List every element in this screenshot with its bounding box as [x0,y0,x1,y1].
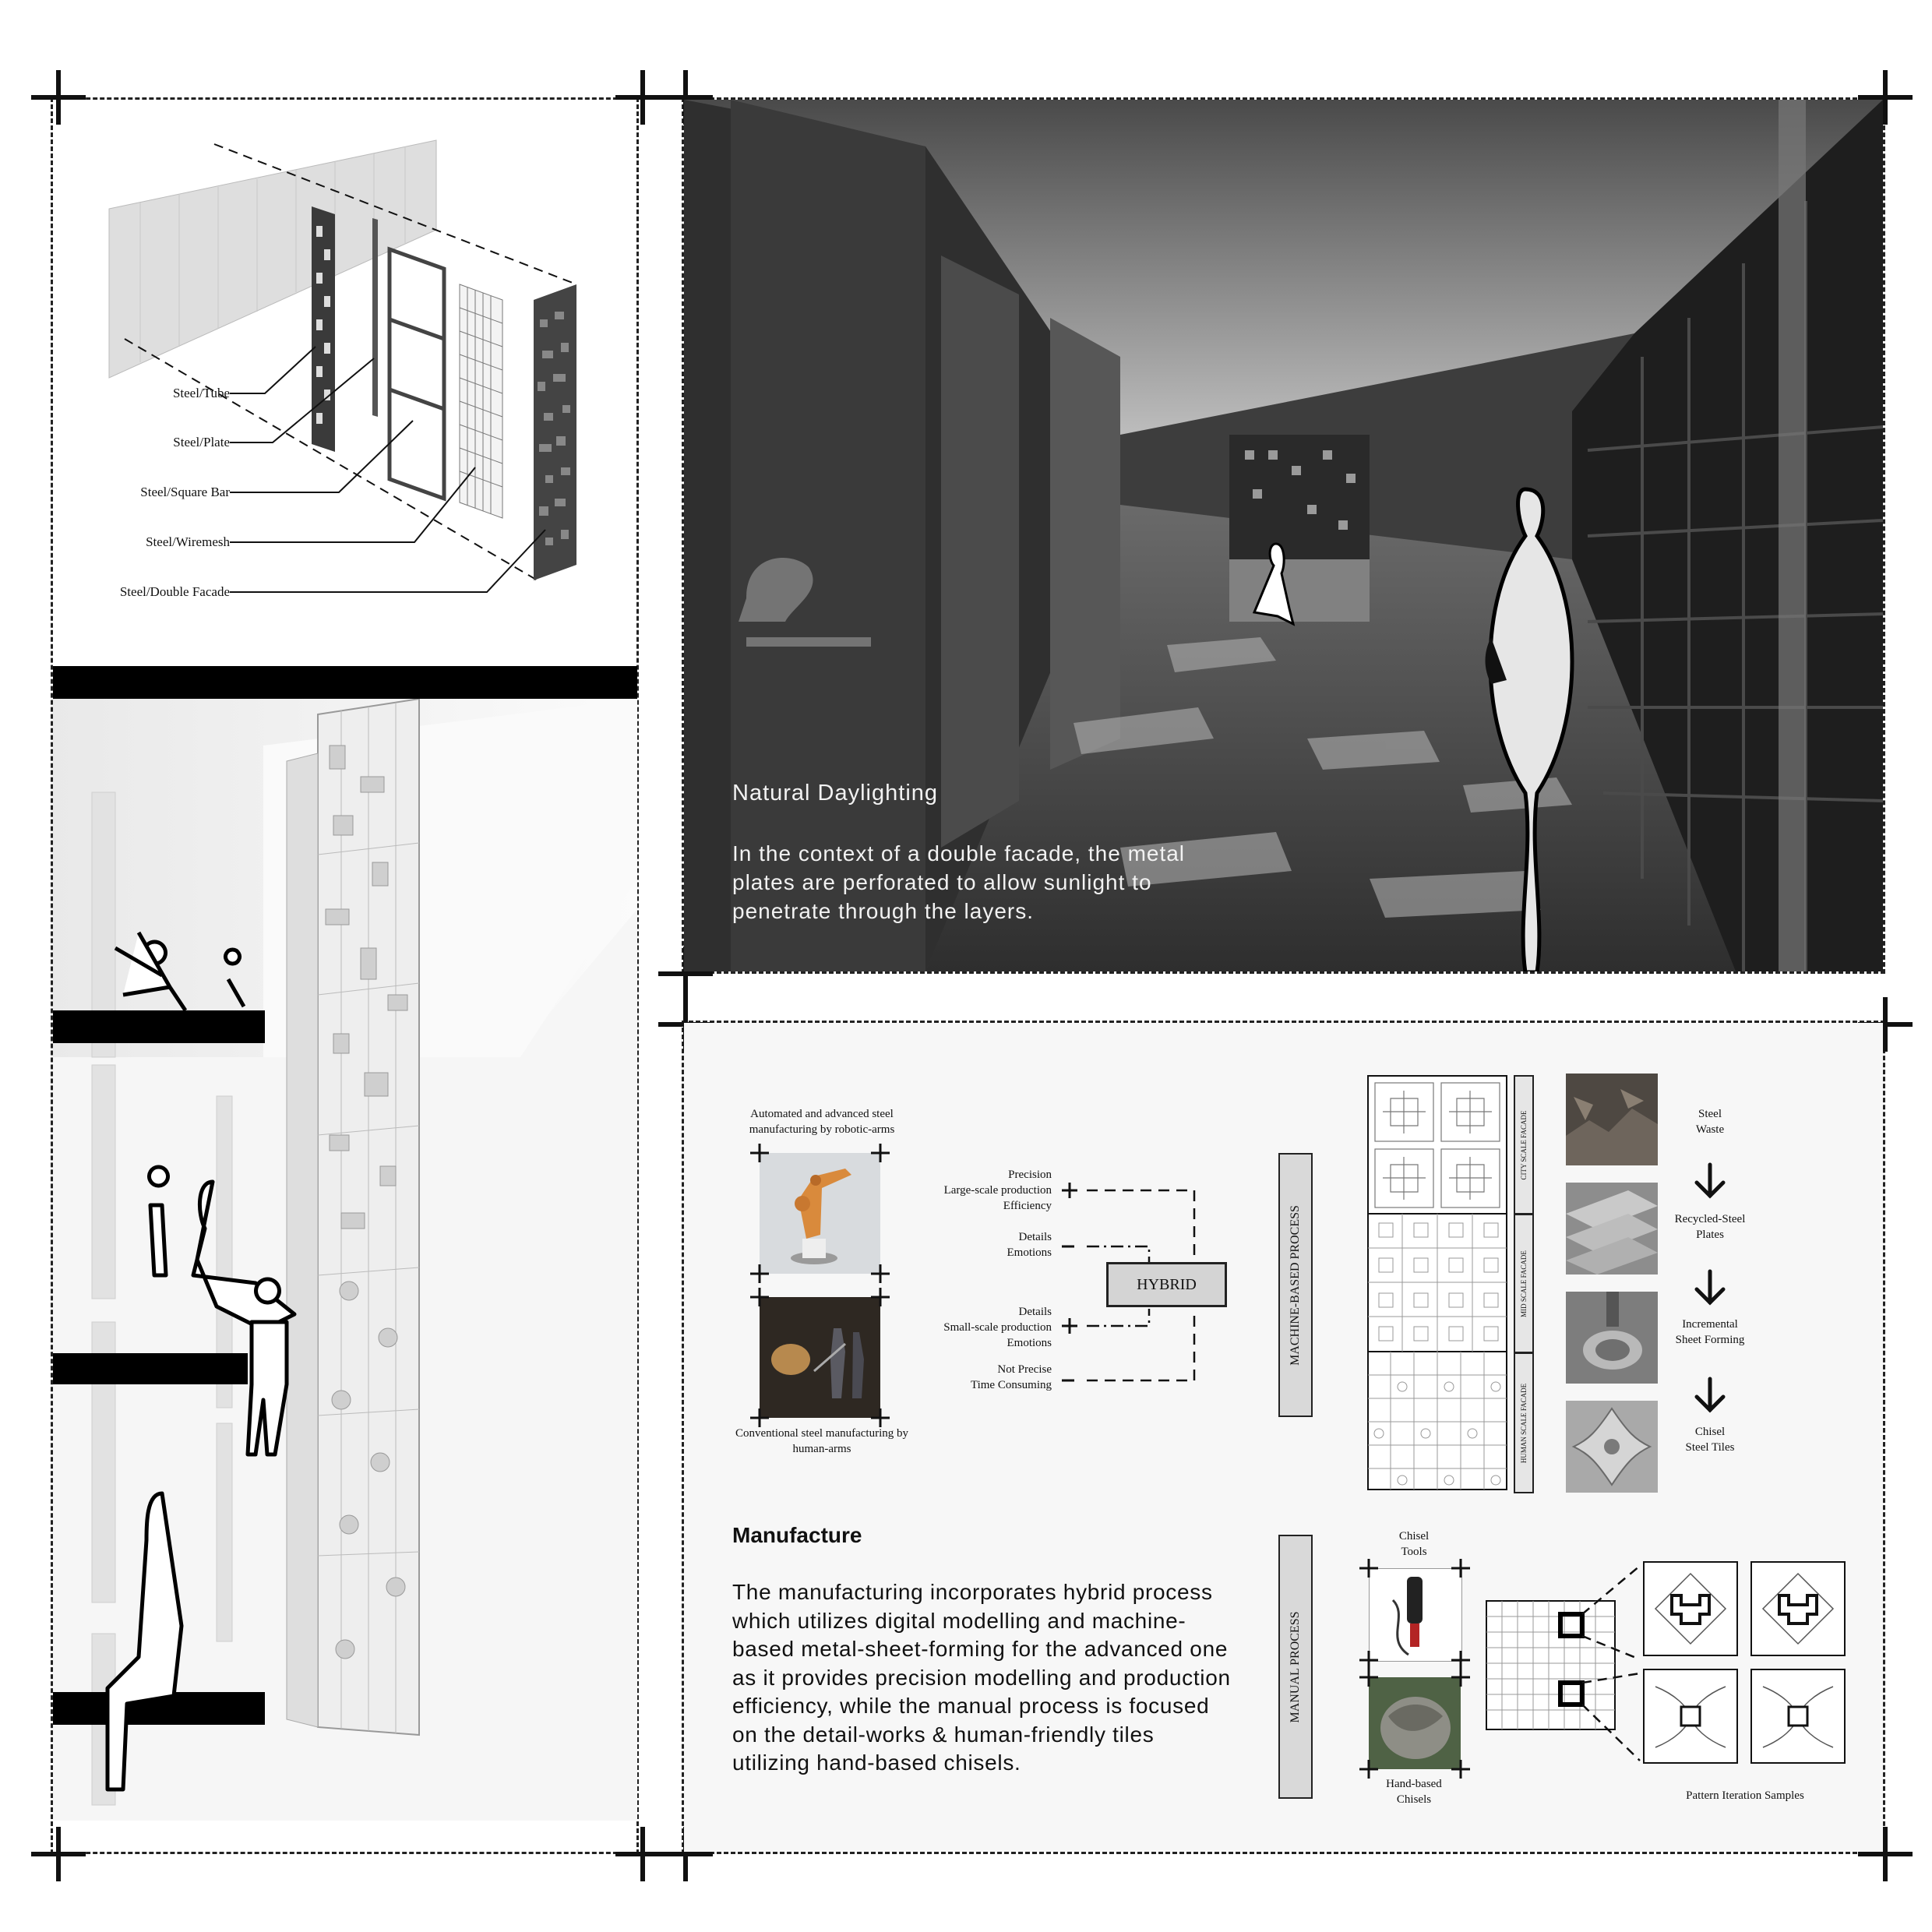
render-description: In the context of a double facade, the metal plates are perforated to allow sunlight to penetrate through the layers. [732,841,1186,923]
scale-label-mid: MID SCALE FACADE [1514,1214,1534,1353]
manual-process-label: MANUAL PROCESS [1278,1535,1313,1799]
recycled-steel-plates-photo [1566,1183,1658,1274]
pattern-iteration-caption: Pattern Iteration Samples [1686,1789,1804,1802]
cons-conventional: Not Precise Time Consuming [970,1363,1052,1391]
chisel-steel-tile-photo [1566,1401,1658,1493]
exploded-label-steel-square-bar: Steel/Square Bar [140,485,230,499]
section-perspective-illustration [53,699,637,1821]
image-corner-marks [750,1144,890,1428]
corner-cross-mark [31,1827,86,1881]
pattern-iteration-diagram [1480,1558,1870,1776]
pros-conventional: Details Small-scale production Emotions [943,1306,1052,1349]
machine-based-process-label: MACHINE-BASED PROCESS [1278,1153,1313,1417]
facade-scale-pattern-grid [1367,1075,1515,1492]
exploded-label-steel-wiremesh: Steel/Wiremesh [146,534,230,549]
hybrid-box [1106,1262,1227,1307]
hybrid-label: HYBRID [1137,1276,1197,1293]
robot-caption: Automated and advanced steel manufacturing by robotic-arms [749,1108,895,1136]
render-title: Natural Daylighting [732,781,939,806]
corner-cross-mark [31,70,86,125]
human-caption: Conventional steel manufacturing by human-arms [735,1427,909,1455]
scale-label-city: CITY SCALE FACADE [1514,1075,1534,1215]
exploded-label-steel-plate: Steel/Plate [173,435,230,450]
process-down-arrows [1690,1161,1729,1418]
exploded-label-steel-tube: Steel/Tube [172,386,230,400]
incremental-forming-photo [1566,1292,1658,1384]
cons-advanced: Details Emotions [1007,1231,1052,1259]
chisel-tools-caption: Chisel Tools [1398,1530,1430,1558]
pros-advanced: Precision Large-scale production Efficiency [943,1169,1052,1212]
step-incremental-sheet-forming: Incremental Sheet Forming [1675,1318,1745,1346]
manufacture-title: Manufacture [732,1523,862,1547]
step-steel-waste: Steel Waste [1695,1108,1725,1136]
step-chisel-steel-tiles: Chisel Steel Tiles [1685,1426,1735,1454]
manufacture-description: The manufacturing incorporates hybrid process which utilizes digital modelling and machine-based metal-sheet-forming for the advanced one as it provides precision modelling and production efficiency, while the manual process is focused on the detail-works & human-friendly tiles utilizing hand-based chisels. [732,1580,1231,1775]
hand-chisels-caption: Hand-based Chisels [1386,1778,1442,1806]
exploded-label-steel-double-facade: Steel/Double Facade [119,584,230,599]
step-recycled-steel-plates: Recycled-Steel Plates [1674,1213,1746,1241]
scale-label-human: HUMAN SCALE FACADE [1514,1352,1534,1493]
manual-image-corner-marks [1359,1559,1470,1779]
section-divider-bar [53,666,637,699]
steel-waste-photo [1566,1074,1658,1165]
